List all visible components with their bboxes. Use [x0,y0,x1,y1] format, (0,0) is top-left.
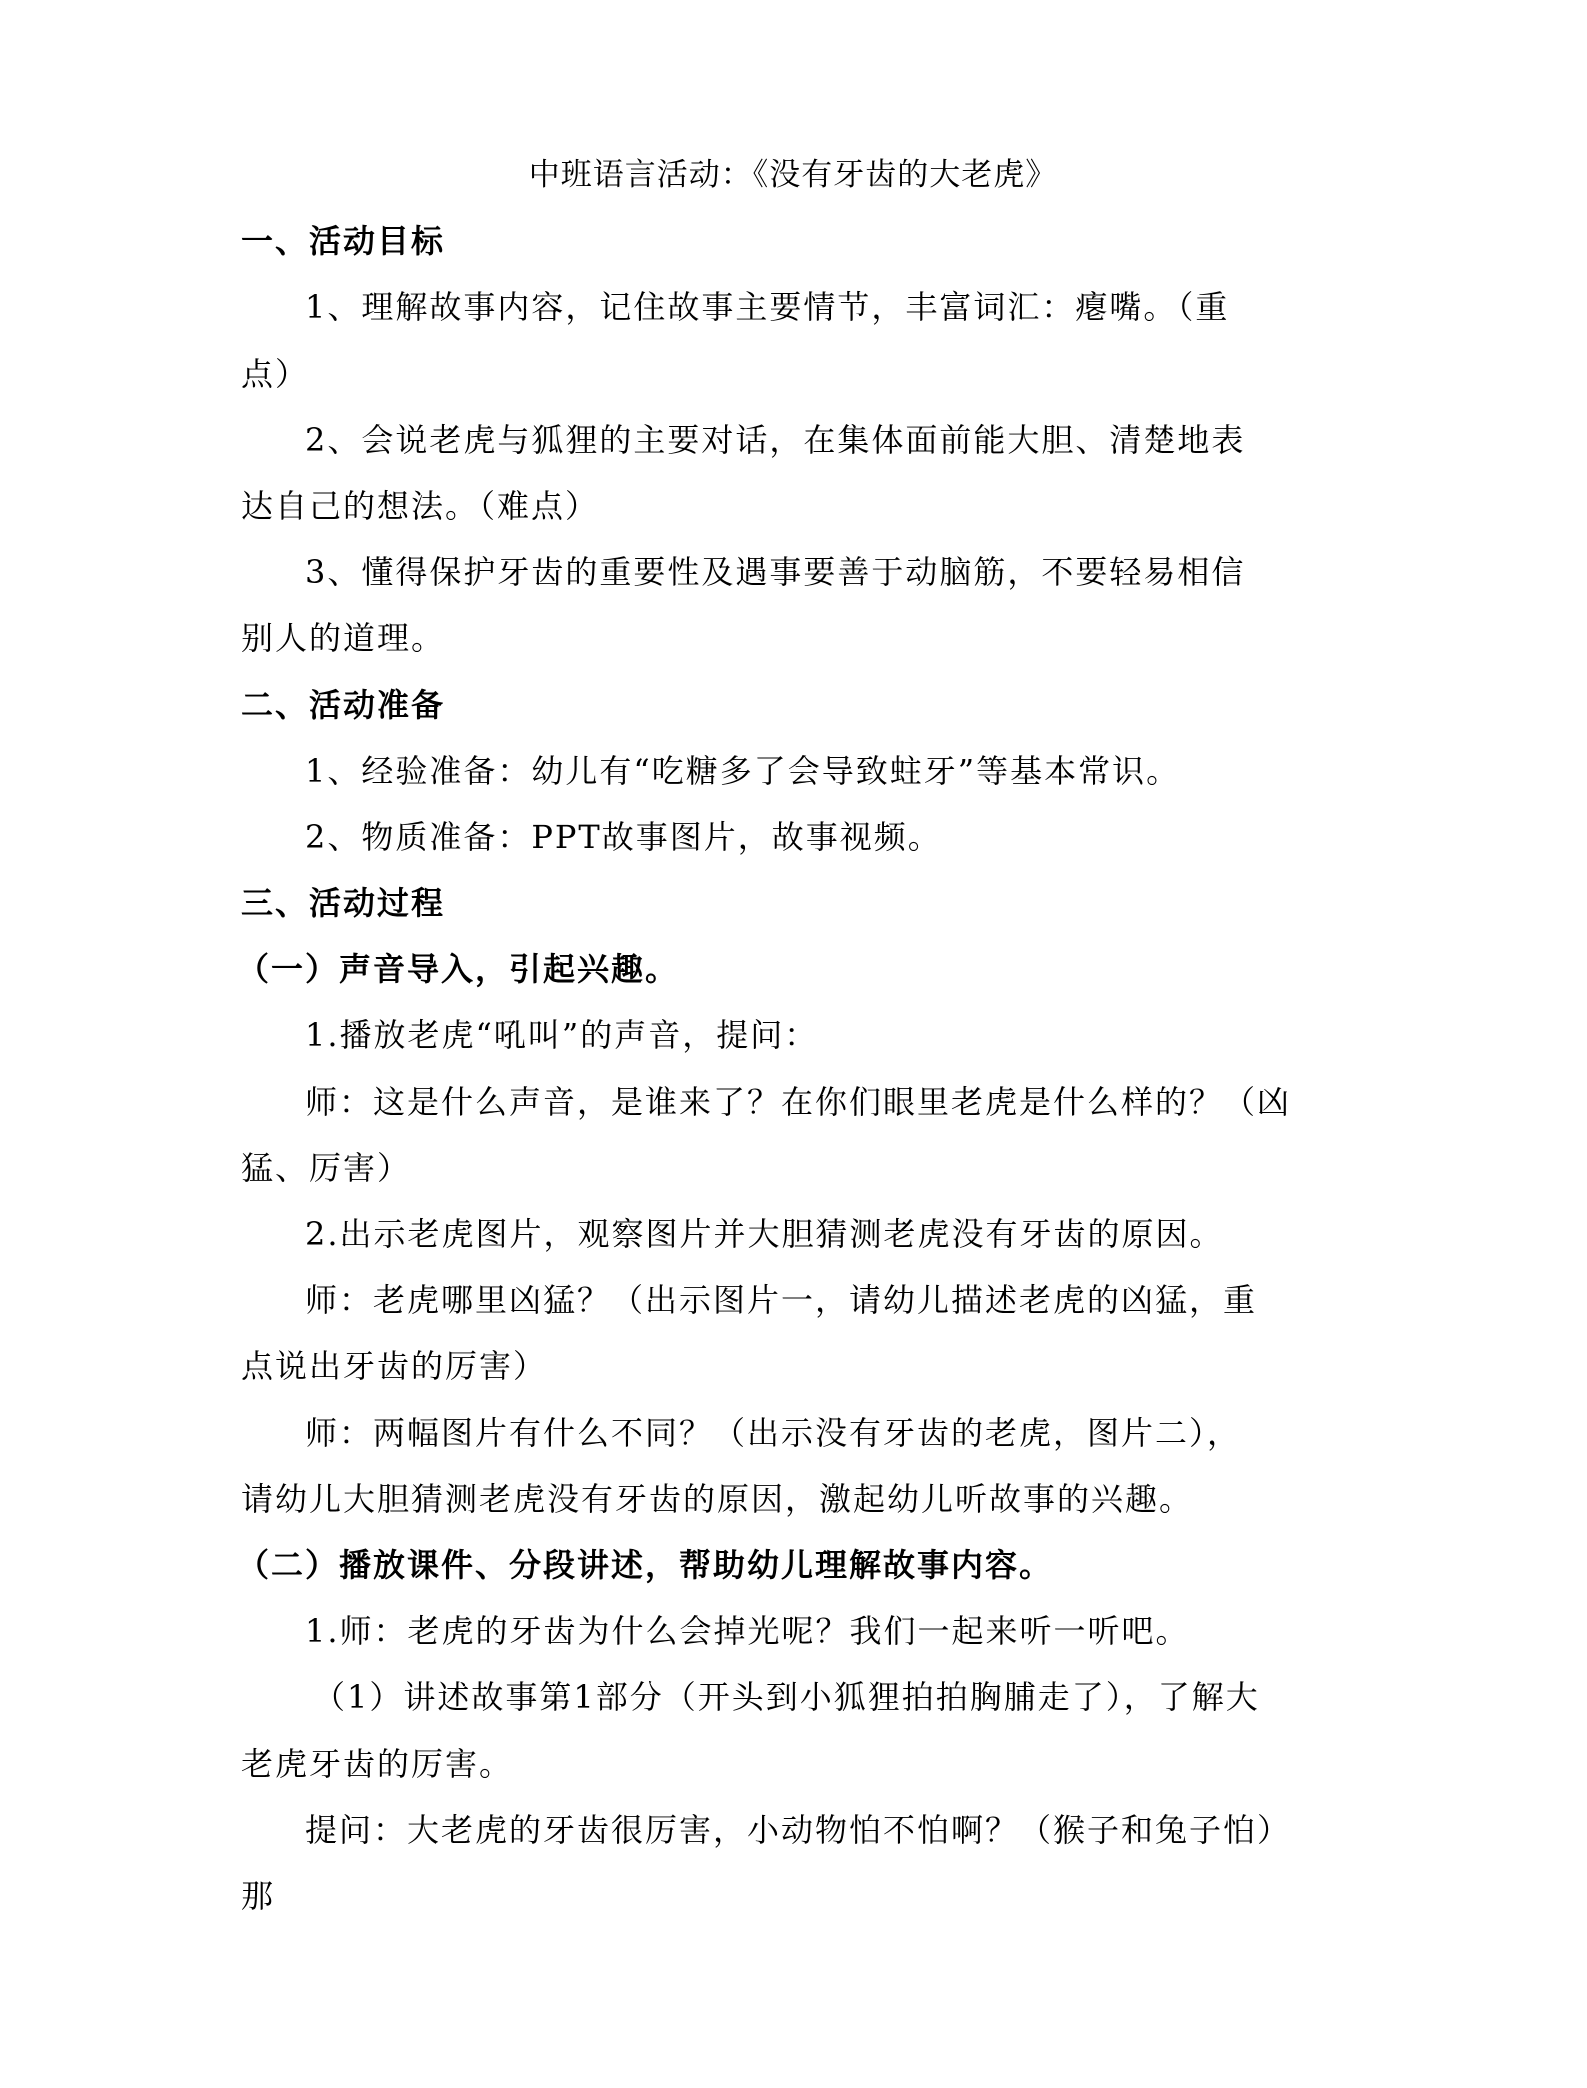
subsection-heading-part2: （二）播放课件、分段讲述，帮助幼儿理解故事内容。 [237,1545,1054,1584]
preparation-item-1: 1、经验准备：幼儿有“吃糖多了会导致蛀牙”等基本常识。 [305,751,1181,790]
part2-line: 那 [241,1876,276,1915]
subsection-heading-part1: （一）声音导入，引起兴趣。 [237,950,680,989]
part2-line: 1.师：老虎的牙齿为什么会掉光呢？我们一起来听一听吧。 [305,1612,1190,1651]
goal-item-2-line1: 2、会说老虎与狐狸的主要对话，在集体面前能大胆、清楚地表 [305,420,1246,459]
part1-line: 点说出牙齿的厉害） [241,1347,548,1386]
goal-item-3-line1: 3、懂得保护牙齿的重要性及遇事要善于动脑筋，不要轻易相信 [305,553,1246,592]
goal-item-1-line2: 点） [241,354,310,393]
part1-line: 2.出示老虎图片，观察图片并大胆猜测老虎没有牙齿的原因。 [305,1215,1224,1253]
section-heading-preparation: 二、活动准备 [241,685,446,724]
goal-item-1-line1: 1、理解故事内容，记住故事主要情节，丰富词汇：瘪嘴。（重 [305,288,1230,327]
part2-line: 老虎牙齿的厉害。 [241,1744,514,1783]
part2-line: 提问：大老虎的牙齿很厉害，小动物怕不怕啊？（猴子和兔子怕） [305,1810,1292,1849]
part1-line: 1.播放老虎“吼叫”的声音，提问： [305,1016,819,1055]
part1-line: 师：这是什么声音，是谁来了？在你们眼里老虎是什么样的？（凶 [305,1082,1292,1121]
document-title: 中班语言活动：《没有牙齿的大老虎》 [528,157,1058,193]
part2-line: （1）讲述故事第1部分（开头到小狐狸拍拍胸脯走了），了解大 [313,1678,1260,1717]
document-page [237,142,1345,1929]
part1-line: 请幼儿大胆猜测老虎没有牙齿的原因，激起幼儿听故事的兴趣。 [241,1479,1194,1518]
preparation-item-2: 2、物质准备：PPT故事图片，故事视频。 [305,817,942,856]
part1-line: 师：老虎哪里凶猛？（出示图片一，请幼儿描述老虎的凶猛，重 [305,1281,1258,1320]
goal-item-2-line2: 达自己的想法。（难点） [241,486,600,525]
goal-item-3-line2: 别人的道理。 [241,619,446,658]
part1-line: 猛、厉害） [241,1148,412,1187]
part1-line: 师：两幅图片有什么不同？（出示没有牙齿的老虎，图片二）， [305,1413,1242,1452]
section-heading-goals: 一、活动目标 [241,222,446,261]
section-heading-process: 三、活动过程 [241,884,446,923]
